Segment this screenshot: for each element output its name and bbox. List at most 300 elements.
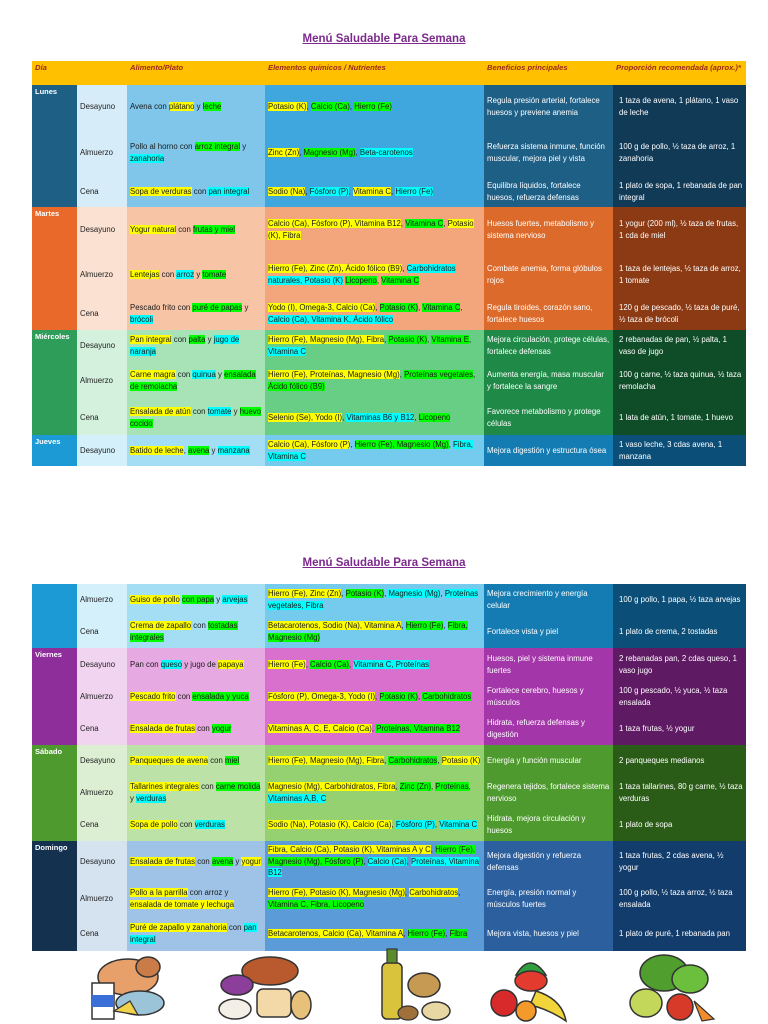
highlighted-text: Pescado frito: [130, 692, 176, 702]
text: ,: [391, 820, 396, 830]
meal-cell: Cena: [77, 400, 127, 435]
meal-cell: Desayuno: [77, 648, 127, 681]
meal-cell: Desayuno: [77, 745, 127, 777]
text: con: [177, 820, 195, 830]
text: con: [175, 369, 193, 379]
highlighted-text: ensalada y yuca: [192, 692, 249, 702]
day-label: Sábado: [32, 745, 77, 841]
benefits-cell: Mejora digestión y estructura ósea: [484, 435, 613, 466]
meal-cell: Almuerzo: [77, 681, 127, 713]
highlighted-text: Hierro (Fe), Magnesio (Mg): [354, 439, 449, 449]
page-title: Menú Saludable Para Semana: [302, 557, 466, 569]
text: ,: [468, 782, 471, 792]
highlighted-text: Potasio (K): [345, 589, 385, 599]
highlighted-text: tomate: [202, 269, 227, 279]
food-cell: [127, 777, 265, 809]
text: ,: [430, 845, 436, 855]
highlighted-text: Betacarotenos, Calcio (Ca), Vitamina A: [268, 928, 404, 938]
food-cell: [127, 616, 265, 648]
day-label: Domingo: [32, 841, 77, 951]
food-cell: [127, 252, 265, 297]
highlighted-text: Vitamina C, Proteínas: [353, 659, 430, 669]
highlighted-text: Vitamina C: [405, 218, 444, 228]
day-label: Miércoles: [32, 330, 77, 435]
text: con: [198, 782, 216, 792]
highlighted-text: Panqueques de avena: [130, 756, 209, 766]
proportion-cell: 1 lata de atún, 1 tomate, 1 huevo: [613, 400, 746, 435]
header-benefits: Beneficios principales: [487, 63, 568, 72]
benefits-cell: Energía y función muscular: [484, 745, 613, 777]
highlighted-text: Sodio (Na), Potasio (K), Calcio (Ca): [268, 820, 392, 830]
highlighted-text: Puré de zapallo y zanahoria: [130, 922, 227, 932]
highlighted-text: Calcio (Ca): [367, 856, 407, 866]
highlighted-text: Fibra, Calcio (Ca), Potasio (K), Vitaminas A y C: [268, 845, 431, 855]
day-group: [32, 648, 746, 745]
text: y jugo de: [182, 659, 219, 669]
page-title: Menú Saludable Para Semana: [302, 33, 466, 45]
text: ,: [440, 589, 445, 599]
text: ,: [371, 724, 377, 734]
highlighted-text: Potasio (K): [441, 756, 481, 766]
meal-cell: Almuerzo: [77, 882, 127, 916]
meal-cell: Desayuno: [77, 330, 127, 361]
day-group: [32, 745, 746, 841]
meal-cell: Almuerzo: [77, 777, 127, 809]
highlighted-text: Vitaminas A,B, C: [268, 794, 327, 803]
highlighted-text: Calcio (Ca): [310, 659, 350, 669]
highlighted-text: Zinc (Zn): [399, 782, 431, 792]
text: ,: [400, 218, 406, 228]
highlighted-text: Fibra, Magnesio (Mg): [268, 621, 468, 642]
header-nutrients: Elementos químicos / Nutrientes: [268, 63, 386, 72]
highlighted-text: ensalada de tomate y lechuga: [130, 900, 235, 909]
highlighted-text: Calcio (Ca), Fósforo (P): [268, 439, 351, 449]
text: ,: [349, 659, 354, 669]
highlighted-text: Fósforo (P): [309, 186, 349, 196]
text: con: [208, 756, 225, 766]
highlighted-text: palta: [188, 334, 206, 344]
highlighted-text: Hierro (Fe): [405, 621, 444, 631]
text: ,: [299, 147, 304, 157]
benefits-cell: Regenera tejidos, fortalece sistema nervioso: [484, 777, 613, 809]
highlighted-text: Carne magra: [130, 369, 176, 379]
highlighted-text: Hierro (Fe), Proteínas, Magnesio (Mg): [268, 369, 400, 379]
text: ,: [375, 302, 380, 312]
highlighted-text: huevo cocido: [130, 406, 261, 428]
highlighted-text: Licopeno: [345, 275, 377, 285]
highlighted-text: puré de papas: [192, 302, 243, 312]
proportion-cell: 2 rebanadas de pan, ½ palta, 1 vaso de jugo: [613, 330, 746, 361]
text: con arroz y: [187, 888, 229, 898]
proportion-cell: 1 taza frutas, 2 cdas avena, ½ yogur: [613, 841, 746, 882]
text: con: [190, 406, 208, 416]
text: ,: [384, 589, 389, 599]
highlighted-text: arroz: [176, 269, 195, 279]
proportion-cell: 1 plato de sopa, 1 rebanada de pan integral: [613, 176, 746, 207]
text: con: [191, 621, 209, 631]
highlighted-text: Carbohidratos naturales, Potasio (K): [268, 263, 456, 285]
text: ,: [399, 369, 405, 379]
highlighted-text: Potasio (K): [388, 334, 428, 344]
text: ,: [401, 621, 406, 631]
highlighted-text: Fósforo (P): [395, 820, 435, 830]
text: ,: [384, 334, 389, 344]
highlighted-text: frutas y miel: [193, 224, 236, 234]
proportion-cell: 1 taza frutas, ½ yogur: [613, 713, 746, 745]
highlighted-text: jugo de naranja: [130, 334, 240, 356]
benefits-cell: Energía, presión normal y músculos fuertes: [484, 882, 613, 916]
proportion-cell: 100 g pollo, 1 papa, ½ taza arvejas: [613, 584, 746, 616]
text: ,: [355, 147, 360, 157]
text: y: [214, 595, 223, 605]
nutrients-cell: [265, 129, 484, 176]
benefits-cell: Fortalece vista y piel: [484, 616, 613, 648]
highlighted-text: Potasio (K): [379, 302, 419, 312]
text: ,: [390, 186, 396, 196]
day-label: Lunes: [32, 85, 77, 207]
food-cell: [127, 882, 265, 916]
day-group: [32, 330, 746, 435]
highlighted-text: verduras: [136, 794, 167, 803]
benefits-cell: Combate anemia, forma glóbulos rojos: [484, 252, 613, 297]
text: ,: [305, 186, 310, 196]
benefits-cell: Equilibra líquidos, fortalece huesos, refuerza defensas: [484, 176, 613, 207]
highlighted-text: carne molida: [215, 782, 261, 792]
text: ,: [434, 820, 440, 830]
highlighted-text: Pollo a la parrilla: [130, 888, 188, 898]
day-group: [32, 841, 746, 951]
meal-cell: Almuerzo: [77, 361, 127, 400]
highlighted-text: leche: [202, 102, 222, 112]
nutrients-cell: [265, 252, 484, 297]
highlighted-text: arvejas: [222, 595, 248, 605]
text: y: [194, 269, 203, 279]
text: con: [176, 224, 194, 234]
text: ,: [418, 302, 423, 312]
text: ,: [460, 302, 463, 312]
text: y: [231, 406, 240, 416]
proportion-cell: 1 yogur (200 ml), ½ taza de frutas, 1 cda de miel: [613, 207, 746, 252]
text: ,: [473, 369, 476, 379]
menu-table-continued: [32, 584, 746, 951]
meal-cell: Almuerzo: [77, 252, 127, 297]
day-label: Jueves: [32, 435, 77, 466]
highlighted-text: Magnesio (Mg), Carbohidratos, Fibra: [268, 782, 396, 792]
highlighted-text: Magnesio (Mg): [303, 147, 356, 157]
highlighted-text: con papa: [182, 595, 215, 605]
nutrients-cell: [265, 297, 484, 330]
highlighted-text: Fibra: [449, 928, 468, 938]
highlighted-text: Potasio (K): [379, 692, 418, 702]
header-meal: [77, 61, 127, 85]
highlighted-text: queso: [160, 659, 183, 669]
vegetables-illustration: [624, 945, 718, 1024]
menu-table: [32, 61, 746, 466]
highlighted-text: Ensalada de atún: [130, 406, 191, 416]
food-cell: [127, 361, 265, 400]
benefits-cell: Hidrata, mejora circulación y huesos: [484, 809, 613, 841]
highlighted-text: arroz integral: [194, 141, 241, 151]
highlighted-text: Sopa de pollo: [130, 820, 178, 830]
highlighted-text: Hierro (Fe), Zinc (Zn), Ácido fólico (B9): [268, 263, 403, 273]
highlighted-text: Yogur natural: [130, 224, 177, 234]
food-cell: [127, 435, 265, 466]
fruits-illustration: [486, 945, 576, 1024]
proportion-cell: 100 g pollo, ½ taza arroz, ½ taza ensalada: [613, 882, 746, 916]
proportion-cell: 120 g de pescado, ½ taza de puré, ½ taza de brócoli: [613, 297, 746, 330]
proportion-cell: 100 g de pollo, ½ taza de arroz, 1 zanahoria: [613, 129, 746, 176]
highlighted-text: Hierro (Fe): [268, 659, 306, 669]
highlighted-text: Potasio (K), Fibra: [268, 218, 474, 240]
benefits-cell: Huesos, piel y sistema inmune fuertes: [484, 648, 613, 681]
food-cell: [127, 129, 265, 176]
highlighted-text: Carbohidratos: [388, 756, 438, 766]
highlighted-text: Magnesio (Mg): [388, 589, 441, 599]
text: ,: [403, 928, 408, 938]
header-food: Alimento/Plato: [130, 63, 184, 72]
proportion-cell: 100 g pescado, ½ yuca, ½ taza ensalada: [613, 681, 746, 713]
meal-cell: Desayuno: [77, 841, 127, 882]
food-cell: [127, 400, 265, 435]
day-label: Viernes: [32, 648, 77, 745]
meal-cell: Desayuno: [77, 85, 127, 129]
text: Pan con: [130, 659, 161, 669]
nutrients-cell: [265, 681, 484, 713]
highlighted-text: Vitaminas B6 y B12: [346, 412, 415, 422]
highlighted-text: Ácido fólico (B9): [268, 381, 325, 391]
benefits-cell: Mejora vista, huesos y piel: [484, 916, 613, 951]
nutrients-cell: [265, 745, 484, 777]
highlighted-text: verduras: [194, 820, 225, 830]
highlighted-text: Fibra, Vitamina C: [268, 439, 473, 461]
nutrients-cell: [265, 584, 484, 616]
highlighted-text: Carbohidratos: [409, 888, 459, 898]
text: ,: [341, 589, 346, 599]
highlighted-text: Tallarines integrales: [130, 782, 199, 792]
proportion-cell: 2 panqueques medianos: [613, 745, 746, 777]
nutrients-cell: [265, 330, 484, 361]
highlighted-text: avena: [211, 856, 234, 866]
oil-nuts-illustration: [362, 945, 458, 1024]
text: ,: [395, 782, 400, 792]
highlighted-text: manzana: [217, 445, 250, 455]
text: ,: [427, 334, 432, 344]
text: Pollo al horno con: [130, 141, 195, 151]
highlighted-text: tostadas integrales: [130, 621, 238, 642]
food-cell: [127, 809, 265, 841]
highlighted-text: Ensalada de frutas: [130, 856, 196, 866]
text: ,: [445, 928, 450, 938]
highlighted-text: Hierro (Fe), Magnesio (Mg), Fósforo (P): [268, 845, 475, 866]
nutrients-cell: [265, 648, 484, 681]
day-group: [32, 207, 746, 330]
highlighted-text: Selenio (Se), Yodo (I): [268, 412, 343, 422]
food-cell: [127, 207, 265, 252]
benefits-cell: Mejora crecimiento y energía celular: [484, 584, 613, 616]
highlighted-text: Licopeno: [418, 412, 451, 422]
text: ,: [363, 856, 368, 866]
highlighted-text: tomate: [207, 406, 232, 416]
nutrients-cell: [265, 616, 484, 648]
food-cell: [127, 176, 265, 207]
highlighted-text: Vitamina C: [268, 346, 306, 356]
text: y: [205, 334, 214, 344]
meal-cell: Cena: [77, 616, 127, 648]
highlighted-text: Proteínas, Vitamina B12: [376, 724, 461, 734]
text: ,: [306, 102, 311, 112]
food-cell: [127, 681, 265, 713]
text: ,: [430, 782, 436, 792]
highlighted-text: zanahoria: [130, 153, 165, 163]
highlighted-text: plátano: [168, 102, 195, 112]
nutrients-cell: [265, 841, 484, 882]
proportion-cell: 100 g carne, ½ taza quinua, ½ taza remolacha: [613, 361, 746, 400]
day-label: [32, 584, 77, 648]
day-group: [32, 85, 746, 207]
day-group: [32, 584, 746, 648]
text: Avena con: [130, 102, 169, 112]
highlighted-text: Calcio (Ca), Vitamina K, Ácido fólico: [268, 314, 394, 324]
text: y: [242, 302, 249, 312]
meal-cell: Cena: [77, 176, 127, 207]
proportion-cell: 1 taza tallarines, 80 g carne, ½ taza verduras: [613, 777, 746, 809]
highlighted-text: brócoli: [130, 314, 153, 324]
highlighted-text: Beta-carotenos: [359, 147, 413, 157]
nutrients-cell: [265, 435, 484, 466]
proportion-cell: 1 plato de crema, 2 tostadas: [613, 616, 746, 648]
highlighted-text: Carbohidratos: [422, 692, 472, 702]
text: ,: [406, 856, 412, 866]
highlighted-text: Proteínas vegetales: [404, 369, 473, 379]
benefits-cell: Fortalece cerebro, huesos y músculos: [484, 681, 613, 713]
highlighted-text: Zinc (Zn): [268, 147, 300, 157]
highlighted-text: Betacarotenos, Sodio (Na), Vitamina A: [268, 621, 402, 631]
highlighted-text: Guiso de pollo: [130, 595, 180, 605]
meal-cell: Cena: [77, 916, 127, 951]
highlighted-text: miel: [224, 756, 240, 766]
highlighted-text: Fósforo (P), Omega-3, Yodo (I): [268, 692, 376, 702]
text: con: [159, 269, 177, 279]
highlighted-text: Hierro (Fe), Magnesio (Mg), Fibra: [268, 334, 385, 344]
meal-cell: Almuerzo: [77, 584, 127, 616]
proportion-cell: 1 taza de lentejas, ½ taza de arroz, 1 tomate: [613, 252, 746, 297]
highlighted-text: yogur: [211, 724, 232, 734]
text: con: [171, 334, 189, 344]
food-cell: [127, 713, 265, 745]
highlighted-text: Hierro (Fe), Magnesio (Mg), Fibra: [268, 756, 385, 766]
benefits-cell: Mejora digestión y refuerza defensas: [484, 841, 613, 882]
highlighted-text: Vitamina C: [352, 186, 391, 196]
text: con: [226, 922, 244, 932]
food-cell: [127, 648, 265, 681]
text: ,: [384, 756, 389, 766]
text: Pescado frito con: [130, 302, 193, 312]
highlighted-text: Vitamina C: [422, 302, 461, 312]
highlighted-text: Proteínas vegetales, Fibra: [268, 589, 479, 610]
text: ,: [437, 756, 442, 766]
nutrients-cell: [265, 176, 484, 207]
highlighted-text: Batido de leche: [130, 445, 184, 455]
table-header: [32, 61, 746, 85]
benefits-cell: Huesos fuertes, metabolismo y sistema nervioso: [484, 207, 613, 252]
proportion-cell: 1 vaso leche, 3 cdas avena, 1 manzana: [613, 435, 746, 466]
text: ,: [375, 692, 380, 702]
highlighted-text: Yodo (I), Omega-3, Calcio (Ca): [268, 302, 376, 312]
benefits-cell: Regula tiroides, corazón sano, fortalece huesos: [484, 297, 613, 330]
meal-cell: Cena: [77, 297, 127, 330]
benefits-cell: Mejora circulación, protege células, fortalece defensas: [484, 330, 613, 361]
food-cell: [127, 330, 265, 361]
benefits-cell: Aumenta energía, masa muscular y fortalece la sangre: [484, 361, 613, 400]
nutrients-cell: [265, 400, 484, 435]
highlighted-text: papaya: [218, 659, 244, 669]
text: ,: [404, 888, 410, 898]
text: ,: [342, 412, 347, 422]
text: con: [191, 186, 209, 196]
day-label: Martes: [32, 207, 77, 330]
proportion-cell: 1 taza de avena, 1 plátano, 1 vaso de leche: [613, 85, 746, 129]
meal-cell: Desayuno: [77, 435, 127, 466]
highlighted-text: yogur: [241, 856, 261, 866]
meal-cell: Cena: [77, 809, 127, 841]
food-cell: [127, 745, 265, 777]
highlighted-text: Calcio (Ca), Fósforo (P), Vitamina B12: [268, 218, 401, 228]
proportion-cell: 1 plato de puré, 1 rebanada pan: [613, 916, 746, 951]
benefits-cell: Hidrata, refuerza defensas y digestión: [484, 713, 613, 745]
highlighted-text: Hierro (Fe): [354, 102, 392, 112]
table-body: [32, 85, 746, 466]
text: y: [209, 445, 218, 455]
text: con: [195, 856, 212, 866]
highlighted-text: Lentejas: [130, 269, 160, 279]
highlighted-text: Hierro (Fe): [395, 186, 433, 196]
highlighted-text: pan integral: [208, 186, 250, 196]
highlighted-text: Hierro (Fe), Zinc (Zn): [268, 589, 342, 599]
meal-cell: Cena: [77, 713, 127, 745]
nutrients-cell: [265, 713, 484, 745]
text: ,: [414, 412, 419, 422]
highlighted-text: Vitamina C: [439, 820, 478, 830]
highlighted-text: Potasio (K): [268, 102, 307, 112]
highlighted-text: Vitamina C: [381, 275, 420, 285]
table-body: [32, 584, 746, 951]
text: y: [194, 102, 203, 112]
text: ,: [305, 659, 311, 669]
meat-dairy-illustration: [78, 945, 174, 1024]
nutrients-cell: [265, 361, 484, 400]
highlighted-text: Crema de zapallo: [130, 621, 192, 631]
text: y: [130, 794, 137, 803]
text: ,: [350, 439, 355, 449]
text: ,: [183, 445, 189, 455]
highlighted-text: quinua: [192, 369, 216, 379]
benefits-cell: Favorece metabolismo y protege células: [484, 400, 613, 435]
food-cell: [127, 85, 265, 129]
highlighted-text: Pan integral: [130, 334, 172, 344]
nutrients-cell: [265, 809, 484, 841]
food-cell: [127, 297, 265, 330]
text: ,: [417, 692, 423, 702]
highlighted-text: Ensalada de frutas: [130, 724, 196, 734]
benefits-cell: Refuerza sistema inmune, función muscular, mejora piel y vista: [484, 129, 613, 176]
text: ,: [458, 888, 461, 898]
benefits-cell: Regula presión arterial, fortalece huesos y previene anemia: [484, 85, 613, 129]
header-day: Día: [35, 63, 47, 72]
meal-cell: Almuerzo: [77, 129, 127, 176]
header-proportion: Proporción recomendada (aprox.)*: [616, 63, 741, 72]
text: con: [195, 724, 212, 734]
text: ,: [468, 334, 472, 344]
